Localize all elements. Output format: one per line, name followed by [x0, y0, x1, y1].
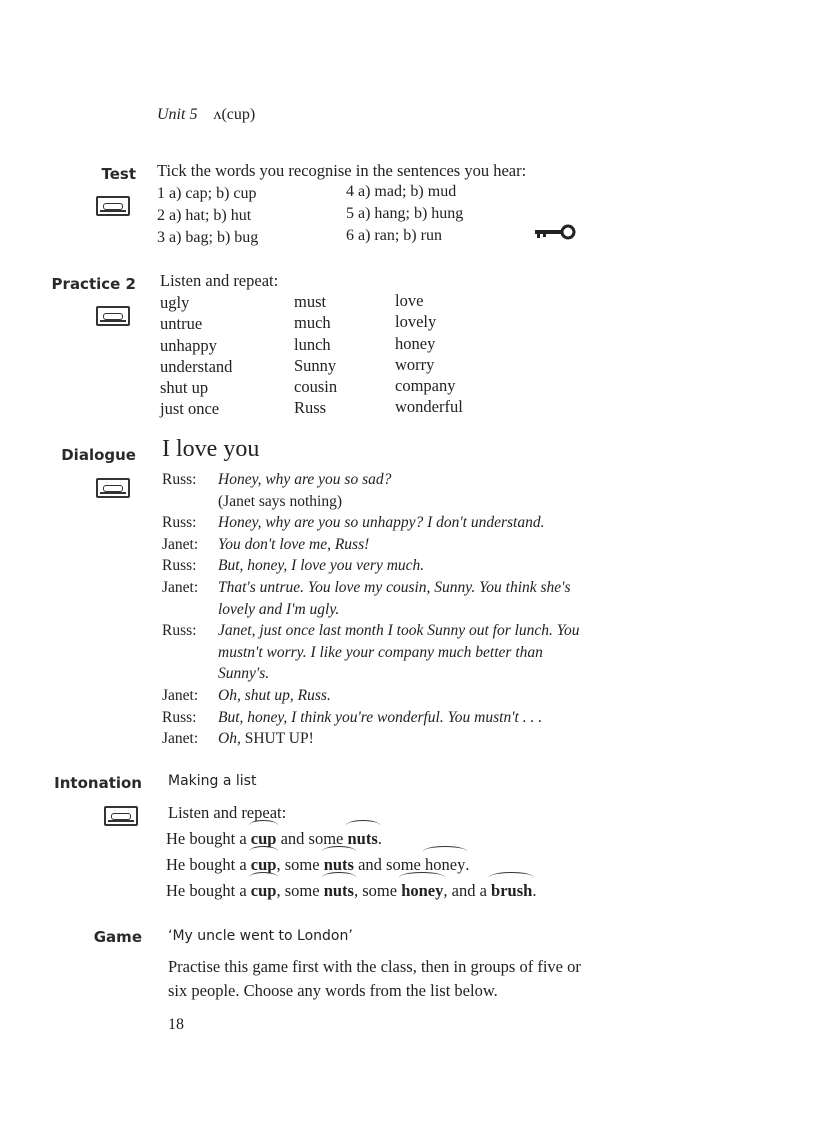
intonation-arrow [249, 872, 279, 883]
stressed-text: cup [250, 829, 277, 848]
practice-word: worry [395, 354, 435, 374]
cassette-icon [104, 806, 138, 826]
practice-word: must [294, 292, 327, 311]
line-text: . [465, 855, 470, 874]
speaker: Russ: [162, 708, 197, 726]
key-icon [533, 222, 577, 242]
section-label-game: Game [93, 928, 142, 946]
speech: That's untrue. You love my cousin, Sunny. You think she's [218, 578, 571, 596]
line-text: and some [353, 855, 425, 874]
speech: Sunny's. [218, 665, 270, 683]
practice-word: understand [160, 356, 233, 376]
stressed-word [324, 878, 354, 904]
speech: You don't love me, Russ! [218, 535, 370, 553]
practice-word: much [294, 313, 331, 333]
stressed-text: honey [425, 855, 466, 874]
page-number: 18 [168, 1016, 184, 1033]
speaker: Russ: [162, 622, 197, 640]
test-instruction: Tick the words you recognise in the sentences you hear: [157, 161, 527, 180]
stage-direction: (Janet says nothing) [218, 492, 342, 510]
line-text: . [532, 881, 537, 900]
test-item: 6 a) ran; b) run [346, 227, 442, 244]
practice-instruction: Listen and repeat: [160, 271, 279, 290]
section-label-dialogue: Dialogue [61, 446, 136, 464]
section-label-test: Test [101, 165, 136, 183]
intonation-arrow [346, 820, 380, 831]
speaker: Janet: [162, 686, 199, 704]
dialogue-line [162, 685, 580, 707]
dialogue-line [162, 620, 580, 642]
test-item: 5 a) hang; b) hung [346, 205, 464, 222]
practice-word: Russ [294, 398, 327, 418]
dialogue-line [162, 555, 580, 577]
practice-word: company [395, 376, 456, 396]
stressed-word [251, 878, 277, 904]
speech: Oh, shut up, Russ. [218, 686, 331, 704]
intonation-arrow [399, 872, 445, 883]
dialogue-line [162, 663, 580, 685]
dialogue-line [162, 512, 580, 534]
exclamation: ! [308, 730, 314, 748]
stressed-text: cup [250, 881, 277, 900]
intonation-arrow [249, 846, 279, 857]
test-item: 3 a) bag; b) bug [157, 229, 259, 246]
speech: Oh, [218, 730, 245, 748]
intonation-arrow [489, 872, 534, 883]
section-label-intonation: Intonation [54, 774, 142, 792]
section-label-practice: Practice 2 [51, 275, 136, 293]
speaker: Russ: [162, 471, 197, 488]
speaker: Janet: [162, 535, 199, 553]
game-text-line: Practise this game first with the class, then in groups of five or [168, 957, 581, 976]
unit-title: Unit 5 [157, 106, 198, 123]
dialogue-line [162, 491, 580, 513]
unit-header [157, 106, 255, 124]
game-text [168, 955, 581, 1003]
speaker: Janet: [162, 730, 199, 748]
test-column-2 [346, 181, 463, 247]
speech: Janet, just once last month I took Sunny out for lunch. You [218, 622, 580, 640]
practice-word: lunch [294, 334, 331, 354]
stressed-word [491, 878, 532, 904]
practice-word: just once [160, 399, 220, 419]
intonation-instruction: Listen and repeat: [168, 803, 287, 822]
practice-word: unhappy [160, 335, 217, 355]
speech: But, honey, I love you very much. [218, 557, 425, 575]
speech: lovely and I'm ugly. [218, 600, 340, 618]
game-text-line: six people. Choose any words from the list below. [168, 981, 498, 1000]
dialogue-body [162, 469, 580, 750]
dialogue-line [162, 534, 580, 556]
stressed-text: brush [491, 881, 533, 900]
line-text: , some [276, 881, 324, 900]
practice-word: Sunny [294, 355, 337, 375]
dialogue-line [162, 642, 580, 664]
stressed-text: nuts [347, 829, 378, 848]
dialogue-line [162, 599, 580, 621]
cassette-icon [96, 196, 130, 216]
cassette-icon [96, 478, 130, 498]
intonation-heading: Making a list [168, 773, 257, 789]
stressed-text: nuts [323, 881, 354, 900]
intonation-line [166, 878, 536, 904]
stressed-text: honey [401, 881, 444, 900]
speaker: Russ: [162, 557, 197, 575]
intonation-lines [166, 826, 536, 904]
dialogue-line [162, 469, 580, 491]
game-heading: ‘My uncle went to London’ [168, 928, 353, 944]
stressed-text: nuts [323, 855, 354, 874]
cassette-icon [96, 306, 130, 326]
test-item: 2 a) hat; b) hut [157, 207, 252, 224]
test-item: 4 a) mad; b) mud [346, 183, 457, 200]
speech: mustn't worry. I like your company much better than [218, 643, 543, 661]
intonation-arrow [249, 820, 279, 831]
line-text: . [377, 829, 382, 848]
shout-text: SHUT UP [244, 730, 309, 748]
line-text: He bought a [166, 829, 251, 848]
speech: Honey, why are you so sad? [218, 471, 392, 488]
dialogue-line [162, 577, 580, 599]
practice-column-1 [160, 292, 232, 420]
practice-word: honey [395, 333, 436, 353]
speech: Honey, why are you so unhappy? I don't understand. [218, 514, 545, 532]
unit-sound: ʌ(cup) [213, 106, 256, 123]
practice-word: wonderful [395, 397, 463, 417]
intonation-arrow [423, 846, 467, 857]
line-text: , some [276, 855, 324, 874]
test-item: 1 a) cap; b) cup [157, 185, 257, 202]
dialogue-line [162, 707, 580, 729]
speech: But, honey, I think you're wonderful. You mustn't . . . [218, 708, 543, 726]
dialogue-line [162, 728, 580, 750]
intonation-arrow [322, 872, 356, 883]
line-text: , and a [443, 881, 492, 900]
test-column-1 [157, 183, 258, 249]
practice-word: lovely [395, 312, 437, 332]
stressed-word [401, 878, 443, 904]
practice-column-2 [294, 291, 337, 419]
speaker: Janet: [162, 578, 199, 596]
practice-word: cousin [294, 377, 338, 397]
intonation-arrow [322, 846, 356, 857]
practice-word: untrue [160, 314, 203, 334]
practice-word: shut up [160, 378, 209, 398]
line-text: and some [276, 829, 348, 848]
practice-column-3 [395, 290, 463, 418]
practice-word: ugly [160, 293, 190, 312]
stressed-text: cup [250, 855, 277, 874]
line-text: , some [353, 881, 402, 900]
speaker: Russ: [162, 514, 197, 532]
dialogue-title: I love you [162, 436, 260, 462]
line-text: He bought a [166, 855, 251, 874]
line-text: He bought a [166, 881, 251, 900]
practice-word: love [395, 291, 424, 310]
